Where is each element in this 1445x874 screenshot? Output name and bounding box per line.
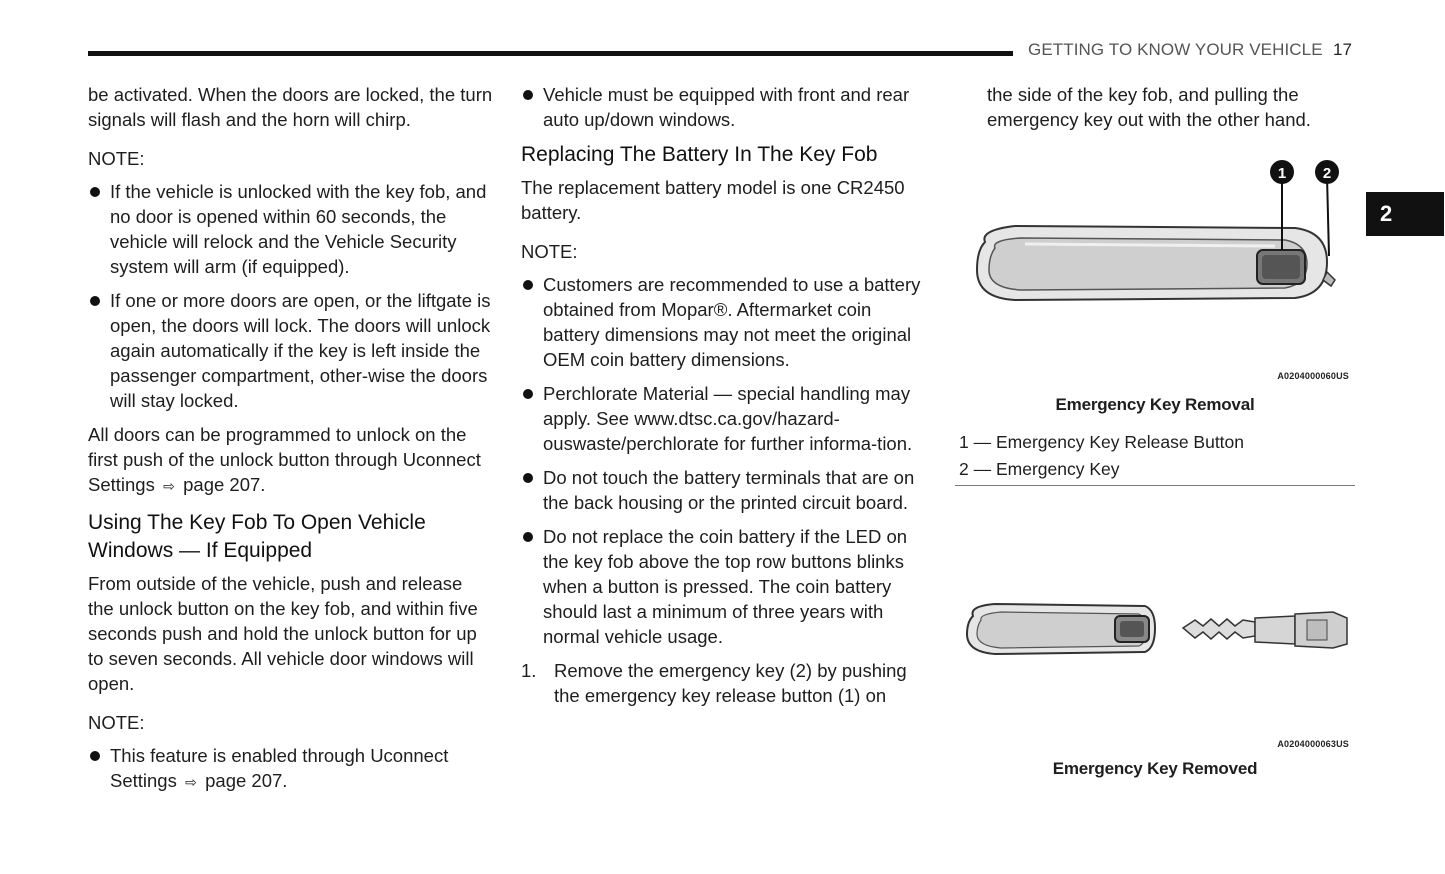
figure-key-removed [955, 486, 1355, 748]
column-3 [955, 82, 1355, 781]
paragraph: the side of the key fob, and pulling the emergency key out with the other hand. [987, 84, 1311, 130]
figure-caption: Emergency Key Removal [1055, 395, 1255, 414]
list-item: Vehicle must be equipped with front and rear auto up/down windows. [521, 82, 926, 132]
figure-caption: Emergency Key Removed [1052, 759, 1258, 778]
note-label: NOTE: [88, 148, 145, 169]
figure-legend [955, 429, 1355, 486]
section-heading: Replacing The Battery In The Key Fob [521, 143, 878, 166]
list-item: Do not touch the battery terminals that are on the back housing or the printed circuit board. [521, 465, 926, 515]
callout-1-label: 1 [1277, 165, 1287, 182]
bullet-list [88, 743, 493, 795]
list-item: Customers are recommended to use a battery obtained from Mopar®. Aftermarket coin battery dimensions may not meet the original OEM coin battery dimensions. [521, 272, 926, 372]
list-item: Do not replace the coin battery if the LED on the key fob above the top row buttons blinks when a button is pressed. The coin battery should last a minimum of three years with normal vehicle usage. [521, 524, 926, 649]
legend-item: 1 — Emergency Key Release Button [959, 432, 1245, 452]
list-item: This feature is enabled through Uconnect Settings ⇨ page 207. [88, 743, 493, 795]
arrow-right-icon: ⇨ [163, 478, 175, 494]
list-item: Perchlorate Material — special handling may apply. See www.dtsc.ca.gov/hazard-ouswaste/perchlorate for further informa-tion. [521, 381, 926, 456]
header-rule [88, 51, 1013, 56]
legend-item: 2 — Emergency Key [959, 459, 1120, 479]
paragraph: All doors can be programmed to unlock on the first push of the unlock button through Uconnect Settings ⇨ page 207. [88, 422, 493, 499]
bullet-list [521, 82, 926, 132]
key-fob-and-key-illustration [955, 486, 1355, 748]
section-heading: Using The Key Fob To Open Vehicle Windows — If Equipped [88, 511, 426, 562]
bullet-list [88, 179, 493, 413]
arrow-right-icon: ⇨ [185, 774, 197, 790]
column-1 [88, 82, 493, 804]
page-ref-link[interactable]: page 207. [183, 474, 266, 495]
chapter-tab[interactable]: 2 [1366, 192, 1444, 236]
figure-key-removal [955, 152, 1355, 392]
note-label: NOTE: [88, 712, 145, 733]
list-item: If one or more doors are open, or the liftgate is open, the doors will lock. The doors will unlock again automatically if the key is left inside the passenger compartment, other-wise the doors will stay locked. [88, 288, 493, 413]
column-2 [521, 82, 926, 708]
paragraph: From outside of the vehicle, push and release the unlock button on the key fob, and within five seconds push and hold the unlock button for up to seven seconds. All vehicle door windows will open. [88, 573, 478, 694]
numbered-step [521, 658, 926, 708]
bullet-list [521, 272, 926, 649]
section-title: GETTING TO KNOW YOUR VEHICLE [1028, 40, 1323, 59]
paragraph: be activated. When the doors are locked, the turn signals will flash and the horn will chirp. [88, 84, 493, 130]
key-fob-illustration [955, 152, 1355, 392]
step-text: Remove the emergency key (2) by pushing the emergency key release button (1) on [554, 660, 907, 706]
paragraph: The replacement battery model is one CR2450 battery. [521, 177, 905, 223]
step-number: 1. [521, 660, 537, 681]
page-number: 17 [1333, 40, 1352, 59]
figure-code: A0204000063US [1277, 739, 1349, 749]
callout-2-label: 2 [1322, 165, 1332, 182]
list-item: If the vehicle is unlocked with the key fob, and no door is opened within 60 seconds, the vehicle will relock and the Vehicle Security system will arm (if equipped). [88, 179, 493, 279]
note-label: NOTE: [521, 241, 578, 262]
page-ref-link[interactable]: page 207. [205, 770, 288, 791]
figure-code: A0204000060US [1277, 371, 1349, 381]
